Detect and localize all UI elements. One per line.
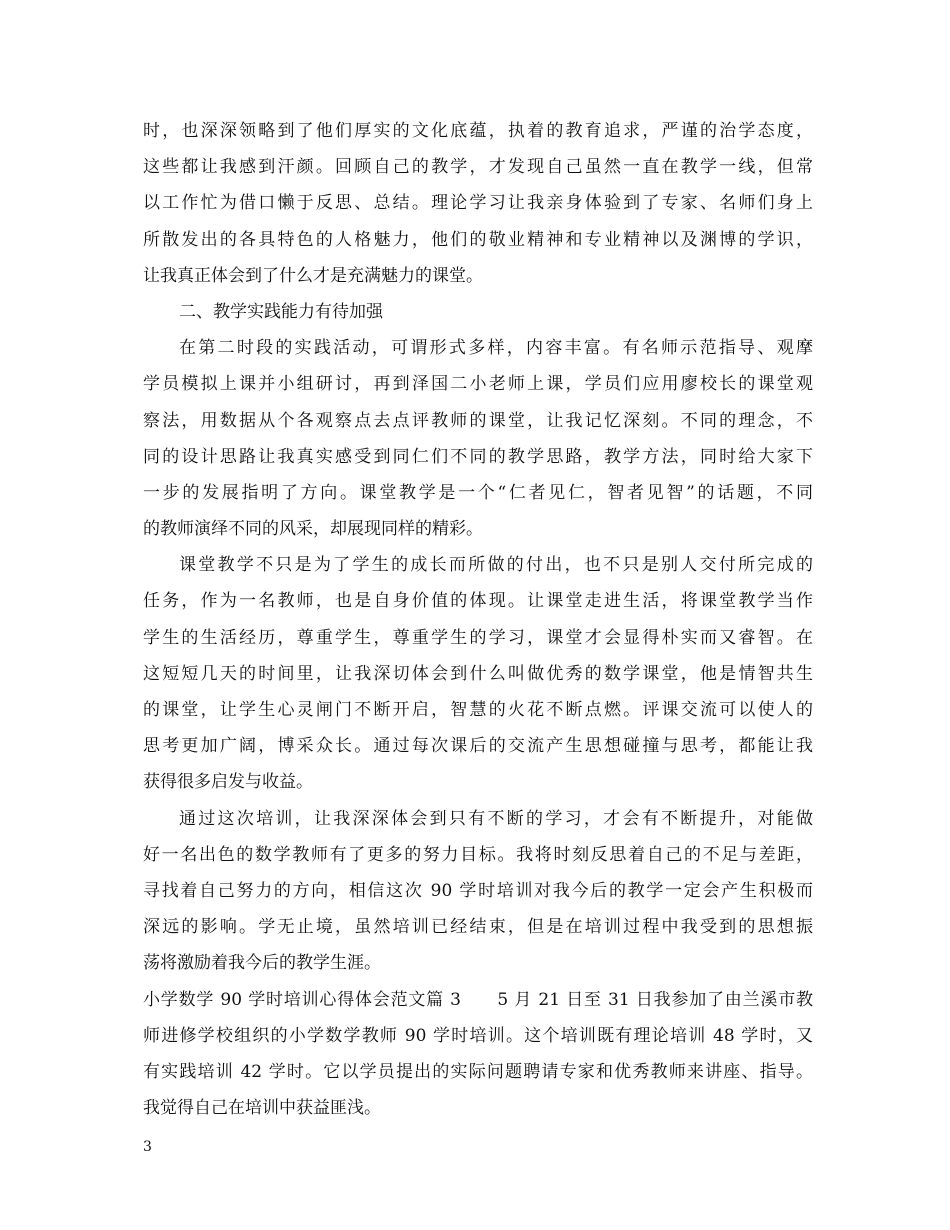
text-line: 思考更加广阔，博采众长。通过每次课后的交流产生思想碰撞与思考，都能让我 [143,736,813,757]
text-line: 同的设计思路让我真实感受到同仁们不同的教学思路，教学方法，同时给大家下 [143,446,813,467]
text-line: 这些都让我感到汗颜。回顾自己的教学，才发现自己虽然一直在教学一线，但常 [143,157,813,178]
text-line: 荡将激励着我今后的教学生涯。 [143,953,381,974]
text-line: 所散发出的各具特色的人格魅力，他们的敬业精神和专业精神以及渊博的学识， [143,229,813,250]
text-line: 的教师演绎不同的风采，却展现同样的精彩。 [143,519,483,540]
text-line: 师进修学校组织的小学数学教师 90 学时培训。这个培训既有理论培训 48 学时，又 [143,1025,813,1046]
page-number: 3 [143,1139,152,1155]
text-line: 好一名出色的数学教师有了更多的努力目标。我将时刻反思着自己的不足与差距， [143,844,813,865]
text-line: 以工作忙为借口懒于反思、总结。理论学习让我亲身体验到了专家、名师们身上 [143,193,813,214]
text-line: 察法，用数据从个各观察点去点评教师的课堂，让我记忆深刻。不同的理念，不 [143,410,813,431]
text-line: 在第二时段的实践活动，可谓形式多样，内容丰富。有名师示范指导、观摩 [179,338,813,359]
text-line: 时，也深深领略到了他们厚实的文化底蕴，执着的教育追求，严谨的治学态度， [143,121,813,141]
text-line: 一步的发展指明了方向。课堂教学是一个“仁者见仁，智者见智”的话题，不同 [143,482,813,503]
text-line: 我觉得自己在培训中获益匪浅。 [143,1098,381,1119]
text-line: 这短短几天的时间里，让我深切体会到什么叫做优秀的数学课堂，他是情智共生 [143,663,813,684]
section-heading: 二、教学实践能力有待加强 [179,301,383,322]
text-line: 获得很多启发与收益。 [143,772,313,793]
document-body [143,113,813,1126]
text-line: 有实践培训 42 学时。它以学员提出的实际问题聘请专家和优秀教师来讲座、指导。 [143,1061,813,1082]
text-line: 学员模拟上课并小组研讨，再到泽国二小老师上课，学员们应用廖校长的课堂观 [143,374,813,395]
text-line: 通过这次培训，让我深深体会到只有不断的学习，才会有不断提升，对能做 [179,808,813,829]
text-line: 任务，作为一名教师，也是自身价值的体现。让课堂走进生活，将课堂教学当作 [143,591,813,612]
text-line: 深远的影响。学无止境，虽然培训已经结束，但是在培训过程中我受到的思想振 [143,917,813,938]
text-line: 寻找着自己努力的方向，相信这次 90 学时培训对我今后的教学一定会产生积极而 [143,880,813,901]
text-line: 课堂教学不只是为了学生的成长而所做的付出，也不只是别人交付所完成的 [179,555,813,576]
section-title-line: 小学数学 90 学时培训心得体会范文篇 3 5 月 21 日至 31 日我参加了由兰溪市教 [143,989,813,1010]
text-line: 学生的生活经历，尊重学生，尊重学生的学习，课堂才会显得朴实而又睿智。在 [143,627,813,648]
text-line: 让我真正体会到了什么才是充满魅力的课堂。 [143,265,483,286]
text-line: 的课堂，让学生心灵闸门不断开启，智慧的火花不断点燃。评课交流可以使人的 [143,700,813,720]
